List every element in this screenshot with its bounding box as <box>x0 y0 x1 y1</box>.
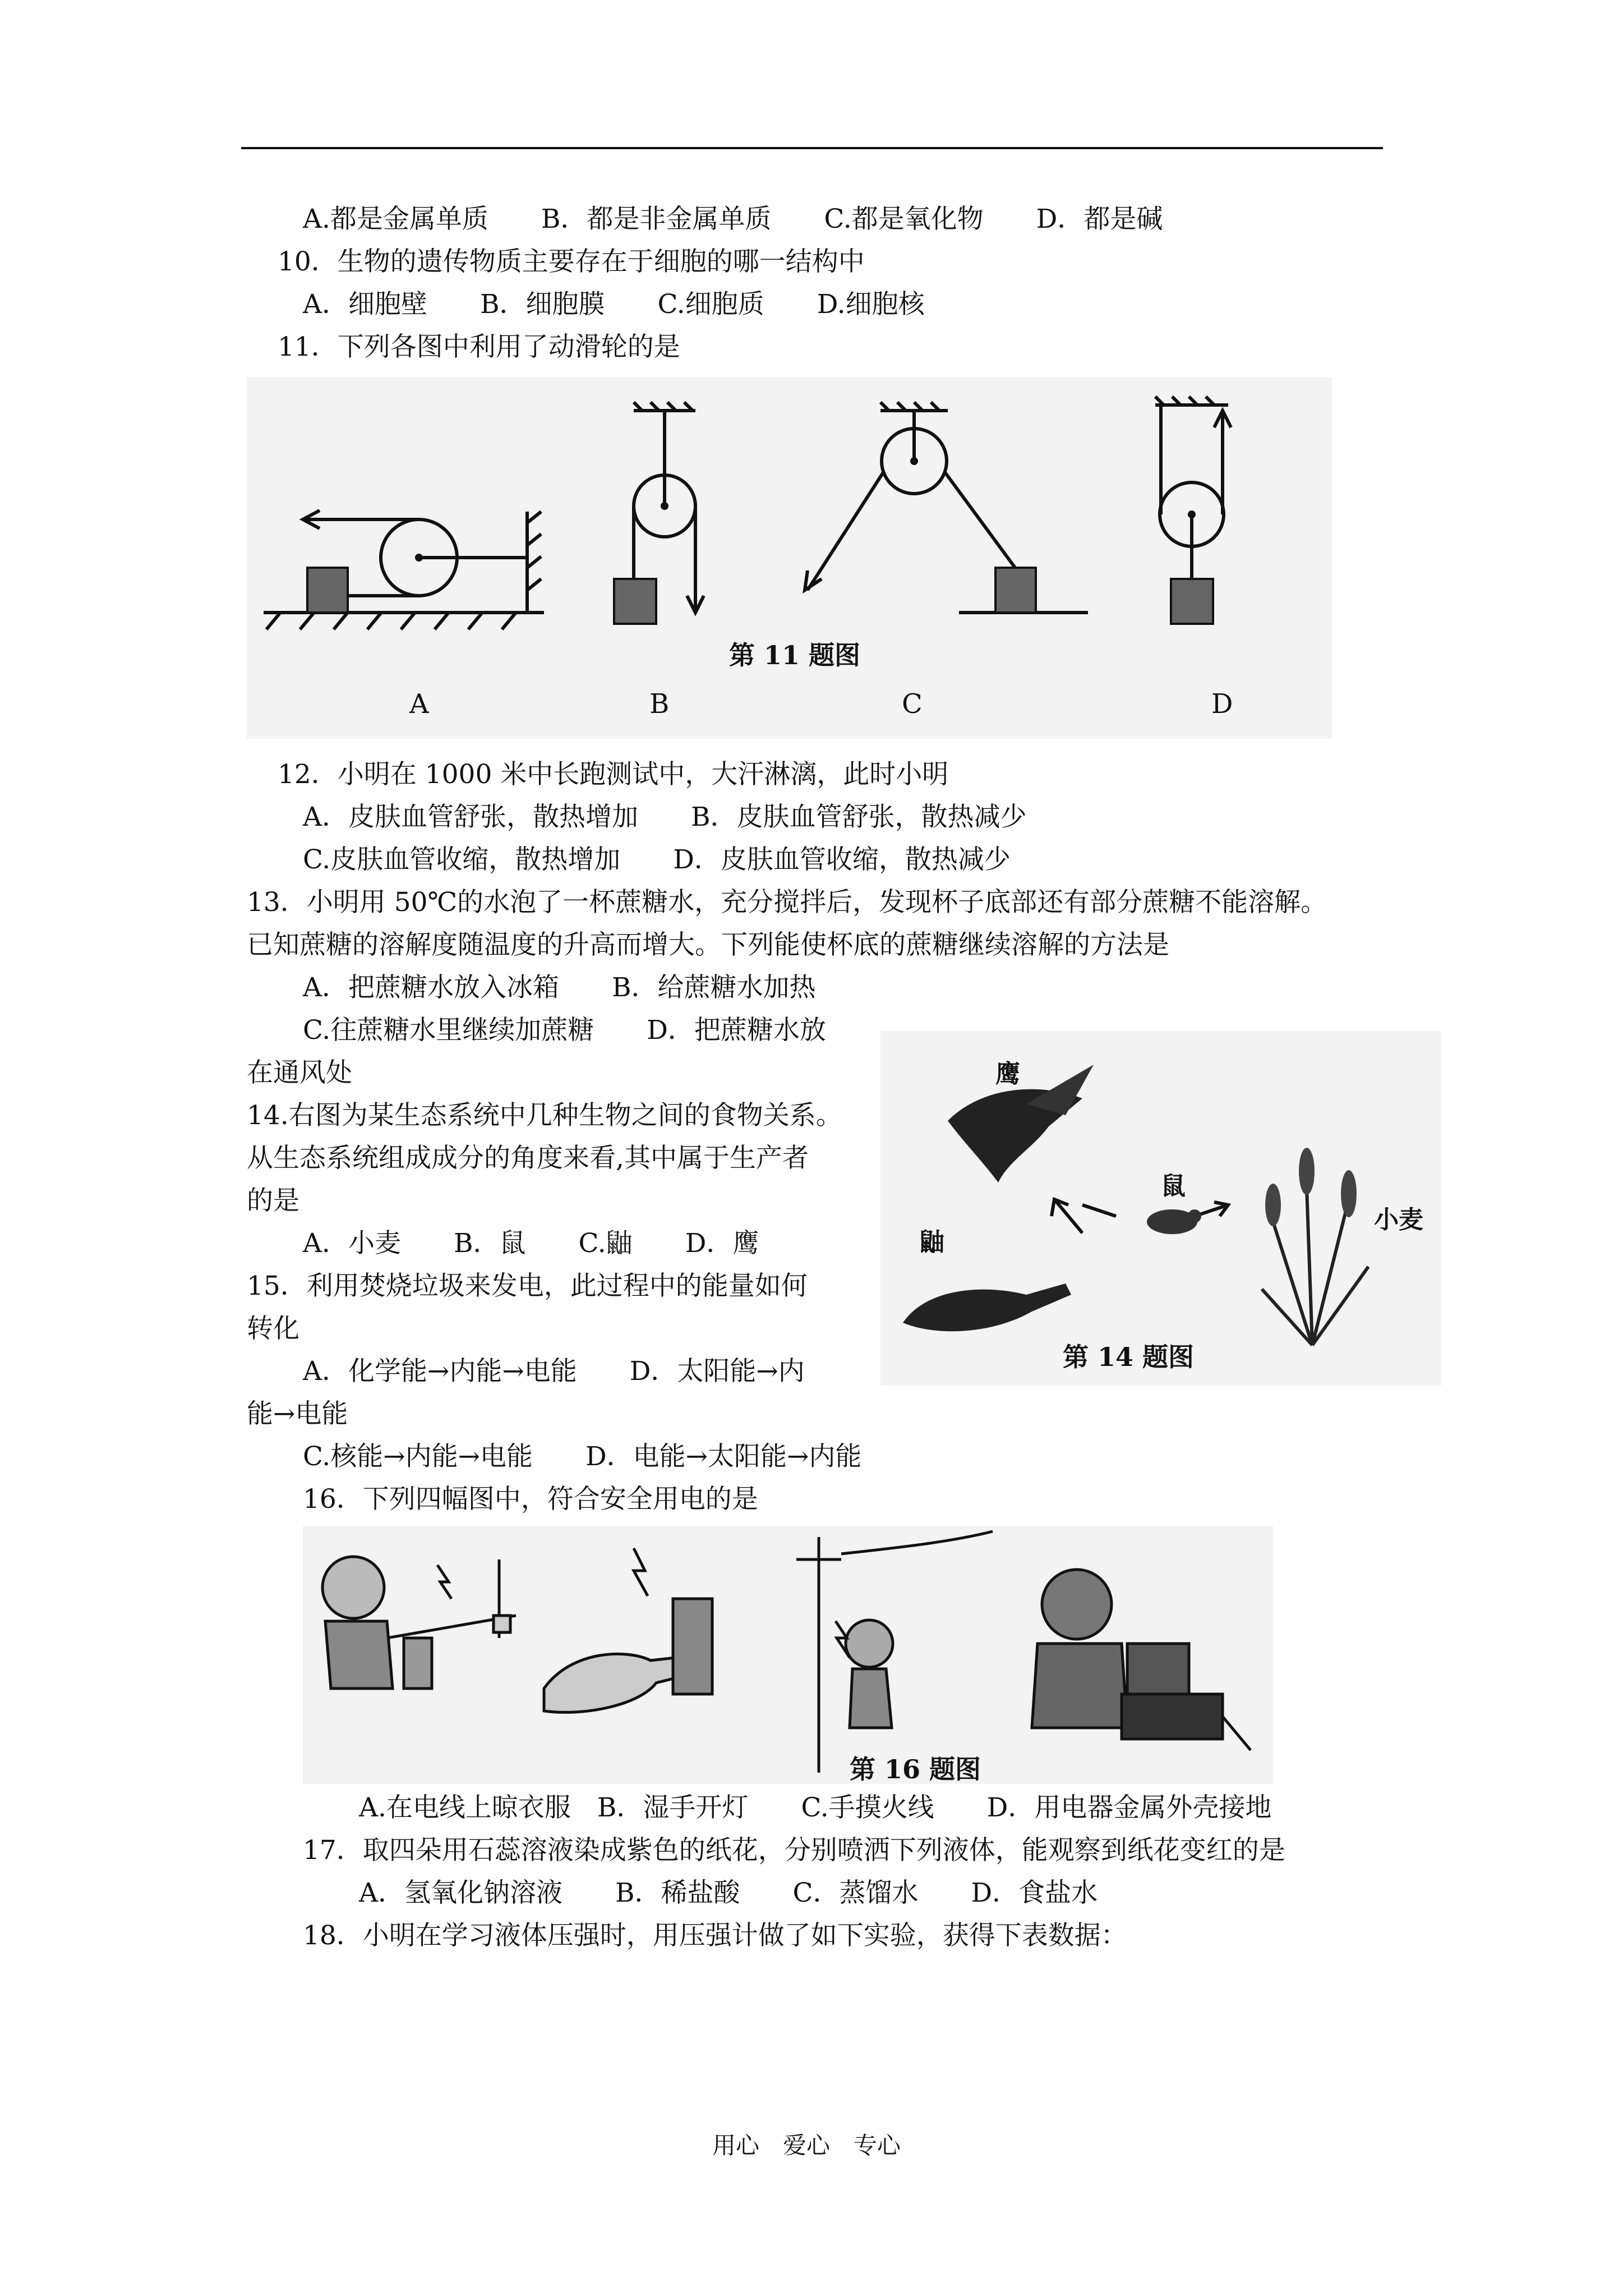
figure-16-caption: 第 16 题图 <box>850 1754 981 1784</box>
q13-options-cd: C.往蔗糖水里继续加蔗糖 D．把蔗糖水放 <box>303 1015 826 1046</box>
figure-14-caption: 第 14 题图 <box>1063 1342 1195 1372</box>
safety-drawings <box>303 1526 1273 1784</box>
q11-stem: 11．下列各图中利用了动滑轮的是 <box>278 332 680 362</box>
q14-stem-3: 的是 <box>247 1185 299 1216</box>
q9-options: A.都是金属单质 B．都是非金属单质 C.都是氧化物 D．都是碱 <box>303 204 1163 234</box>
pulley-diagrams <box>247 377 1332 739</box>
q17-options: A．氢氧化钠溶液 B．稀盐酸 C．蒸馏水 D．食盐水 <box>359 1878 1098 1908</box>
label-eagle: 鹰 <box>995 1060 1020 1088</box>
q13-stem-2: 已知蔗糖的溶解度随温度的升高而增大。下列能使杯底的蔗糖继续溶解的方法是 <box>247 930 1169 960</box>
header-rule <box>241 147 1383 149</box>
figure-11-label-c: C <box>902 688 923 720</box>
page-footer: 用心 爱心 专心 <box>712 2132 901 2159</box>
figure-11 <box>247 377 1332 739</box>
q16-stem: 16．下列四幅图中，符合安全用电的是 <box>303 1484 758 1515</box>
q13-options-cont: 在通风处 <box>247 1057 352 1088</box>
figure-11-label-a: A <box>409 688 429 720</box>
q10-options: A．细胞壁 B．细胞膜 C.细胞质 D.细胞核 <box>303 289 925 320</box>
q13-options-ab: A．把蔗糖水放入冰箱 B．给蔗糖水加热 <box>303 972 816 1003</box>
label-mouse: 鼠 <box>1161 1172 1186 1200</box>
figure-11-caption: 第 11 题图 <box>729 640 861 670</box>
q15-options-cd: C.核能→内能→电能 D．电能→太阳能→内能 <box>303 1441 862 1472</box>
q12-options-cd: C.皮肤血管收缩，散热增加 D．皮肤血管收缩，散热减少 <box>303 844 1011 875</box>
q14-stem-1: 14.右图为某生态系统中几种生物之间的食物关系。 <box>247 1100 842 1131</box>
figure-16 <box>303 1526 1273 1784</box>
q15-stem-1: 15．利用焚烧垃圾来发电，此过程中的能量如何 <box>247 1271 808 1301</box>
q18-stem: 18．小明在学习液体压强时，用压强计做了如下实验，获得下表数据： <box>303 1920 1127 1951</box>
q10-stem: 10．生物的遗传物质主要存在于细胞的哪一结构中 <box>278 246 865 277</box>
q14-options: A．小麦 B．鼠 C.鼬 D．鹰 <box>303 1228 759 1259</box>
q15-stem-2: 转化 <box>247 1313 299 1344</box>
q13-stem-1: 13．小明用 50℃的水泡了一杯蔗糖水，充分搅拌后，发现杯子底部还有部分蔗糖不能溶解。 <box>247 887 1327 918</box>
figure-11-label-b: B <box>649 688 670 720</box>
q14-stem-2: 从生态系统组成成分的角度来看,其中属于生产者 <box>247 1143 809 1174</box>
q16-options: A.在电线上晾衣服 B．湿手开灯 C.手摸火线 D．用电器金属外壳接地 <box>359 1792 1272 1823</box>
label-wheat: 小麦 <box>1374 1205 1423 1234</box>
figure-11-label-d: D <box>1211 688 1233 720</box>
label-weasel: 鼬 <box>920 1228 944 1257</box>
q17-stem: 17．取四朵用石蕊溶液染成紫色的纸花，分别喷洒下列液体，能观察到纸花变红的是 <box>303 1835 1285 1866</box>
food-web-drawing <box>880 1031 1441 1386</box>
q12-options-ab: A．皮肤血管舒张，散热增加 B．皮肤血管舒张，散热减少 <box>303 802 1027 832</box>
q15-options-cont: 能→电能 <box>247 1398 348 1429</box>
q12-stem: 12．小明在 1000 米中长跑测试中，大汗淋漓，此时小明 <box>278 759 949 790</box>
figure-14 <box>880 1031 1441 1386</box>
q15-options-ad: A．化学能→内能→电能 D．太阳能→内 <box>303 1356 805 1387</box>
